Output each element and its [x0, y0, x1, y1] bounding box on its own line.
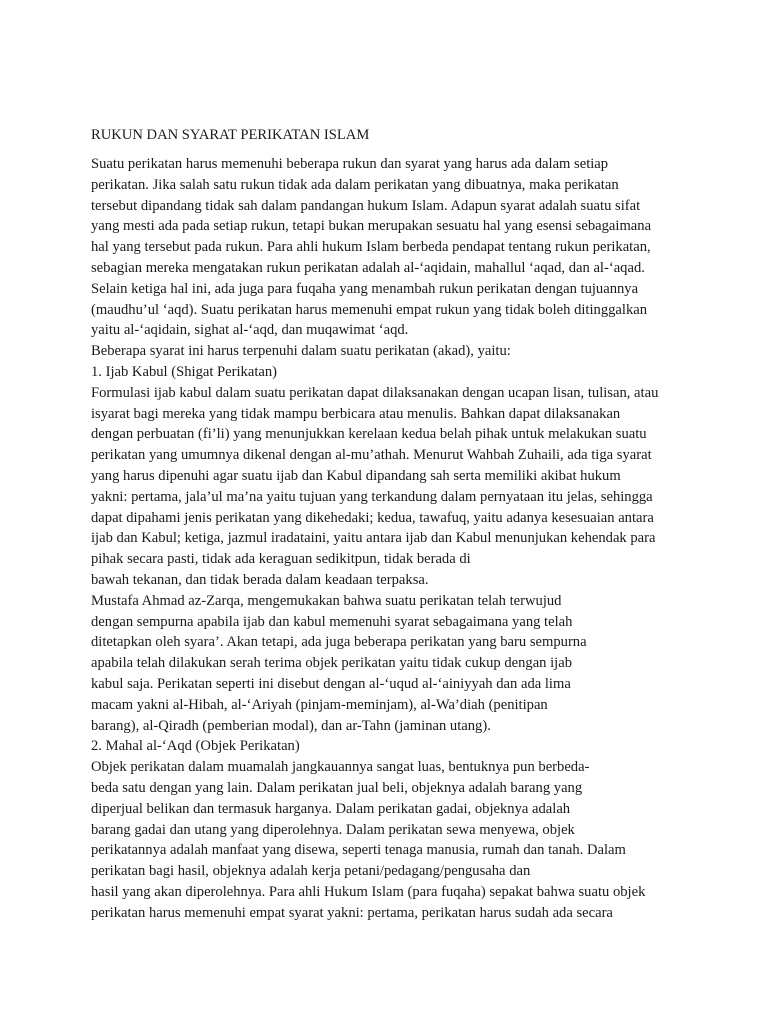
text-line: kabul saja. Perikatan seperti ini disebut dengan al-‘uqud al-‘ainiyyah dan ada lima	[91, 675, 571, 692]
document-text	[91, 154, 691, 923]
text-line: yakni: pertama, jala’ul ma’na yaitu tujuan yang terkandung dalam pernyataan itu jelas, sehingga	[91, 488, 653, 505]
text-line: dengan perbuatan (fi’li) yang menunjukkan kerelaan kedua belah pihak untuk melakukan suatu	[91, 426, 647, 443]
text-line: isyarat bagi mereka yang tidak mampu berbicara atau menulis. Bahkan dapat dilaksanakan	[91, 405, 621, 422]
text-line: Mustafa Ahmad az-Zarqa, mengemukakan bahwa suatu perikatan telah terwujud	[91, 592, 562, 609]
text-line: (maudhu’ul ‘aqd). Suatu perikatan harus memenuhi empat rukun yang tidak boleh ditinggalkan	[91, 301, 648, 318]
text-line: 2. Mahal al-‘Aqd (Objek Perikatan)	[91, 738, 300, 755]
text-line: perikatan bagi hasil, objeknya adalah kerja petani/pedagang/pengusaha dan	[91, 863, 531, 880]
text-line: hasil yang akan diperolehnya. Para ahli Hukum Islam (para fuqaha) sepakat bahwa suatu objek	[91, 883, 646, 900]
text-line: dapat dipahami jenis perikatan yang dikehedaki; kedua, tawafuq, yaitu adanya kesesuaian antara	[91, 509, 654, 526]
text-line: diperjual belikan dan termasuk harganya. Dalam perikatan gadai, objeknya adalah	[91, 800, 571, 817]
text-line: ijab dan Kabul; ketiga, jazmul iradataini, yaitu antara ijab dan Kabul menunjukan kehendak para	[91, 530, 656, 547]
document-body	[91, 124, 691, 923]
text-line: perikatan harus memenuhi empat syarat yakni: pertama, perikatan harus sudah ada secara	[91, 904, 613, 921]
text-line: apabila telah dilakukan serah terima objek perikatan yaitu tidak cukup dengan ijab	[91, 655, 573, 672]
text-line: Objek perikatan dalam muamalah jangkauannya sangat luas, bentuknya pun berbeda-	[91, 759, 590, 776]
text-line: macam yakni al-Hibah, al-‘Ariyah (pinjam-meminjam), al-Wa’diah (penitipan	[91, 696, 548, 713]
text-line: sebagian mereka mengatakan rukun perikatan adalah al-‘aqidain, mahallul ‘aqad, dan al-‘aqad.	[91, 259, 645, 276]
text-line: Selain ketiga hal ini, ada juga para fuqaha yang menambah rukun perikatan dengan tujuannya	[91, 280, 639, 297]
text-line: perikatan. Jika salah satu rukun tidak ada dalam perikatan yang dibuatnya, maka perikatan	[91, 176, 619, 193]
text-line: hal yang tersebut pada rukun. Para ahli hukum Islam berbeda pendapat tentang rukun perikatan,	[91, 239, 651, 256]
document-title: RUKUN DAN SYARAT PERIKATAN ISLAM	[91, 127, 370, 143]
text-line: pihak secara pasti, tidak ada keraguan sedikitpun, tidak berada di	[91, 551, 471, 568]
text-line: tersebut dipandang tidak sah dalam pandangan hukum Islam. Adapun syarat adalah suatu sifat	[91, 197, 641, 214]
text-line: bawah tekanan, dan tidak berada dalam keadaan terpaksa.	[91, 571, 429, 588]
text-line: yang harus dipenuhi agar suatu ijab dan Kabul dipandang sah serta memiliki akibat hukum	[91, 467, 621, 484]
text-line: perikatannya adalah manfaat yang disewa, seperti tenaga manusia, rumah dan tanah. Dalam	[91, 842, 626, 859]
text-line: yang mesti ada pada setiap rukun, tetapi bukan merupakan sesuatu hal yang esensi sebagaimana	[91, 218, 652, 235]
text-line: Beberapa syarat ini harus terpenuhi dalam suatu perikatan (akad), yaitu:	[91, 343, 511, 360]
text-line: barang), al-Qiradh (pemberian modal), dan ar-Tahn (jaminan utang).	[91, 717, 491, 734]
text-line: barang gadai dan utang yang diperolehnya. Dalam perikatan sewa menyewa, objek	[91, 821, 575, 838]
text-line: ditetapkan oleh syara’. Akan tetapi, ada juga beberapa perikatan yang baru sempurna	[91, 634, 587, 651]
text-line: beda satu dengan yang lain. Dalam perikatan jual beli, objeknya adalah barang yang	[91, 779, 583, 796]
text-line: yaitu al-‘aqidain, sighat al-‘aqd, dan muqawimat ‘aqd.	[91, 322, 409, 339]
text-line: 1. Ijab Kabul (Shigat Perikatan)	[91, 363, 278, 380]
text-line: perikatan yang umumnya dikenal dengan al-mu’athah. Menurut Wahbah Zuhaili, ada tiga syarat	[91, 447, 652, 464]
text-line: Suatu perikatan harus memenuhi beberapa rukun dan syarat yang harus ada dalam setiap	[91, 156, 609, 172]
text-line: Formulasi ijab kabul dalam suatu perikatan dapat dilaksanakan dengan ucapan lisan, tulisan, atau	[91, 384, 659, 401]
text-line: dengan sempurna apabila ijab dan kabul memenuhi syarat sebagaimana yang telah	[91, 613, 573, 630]
